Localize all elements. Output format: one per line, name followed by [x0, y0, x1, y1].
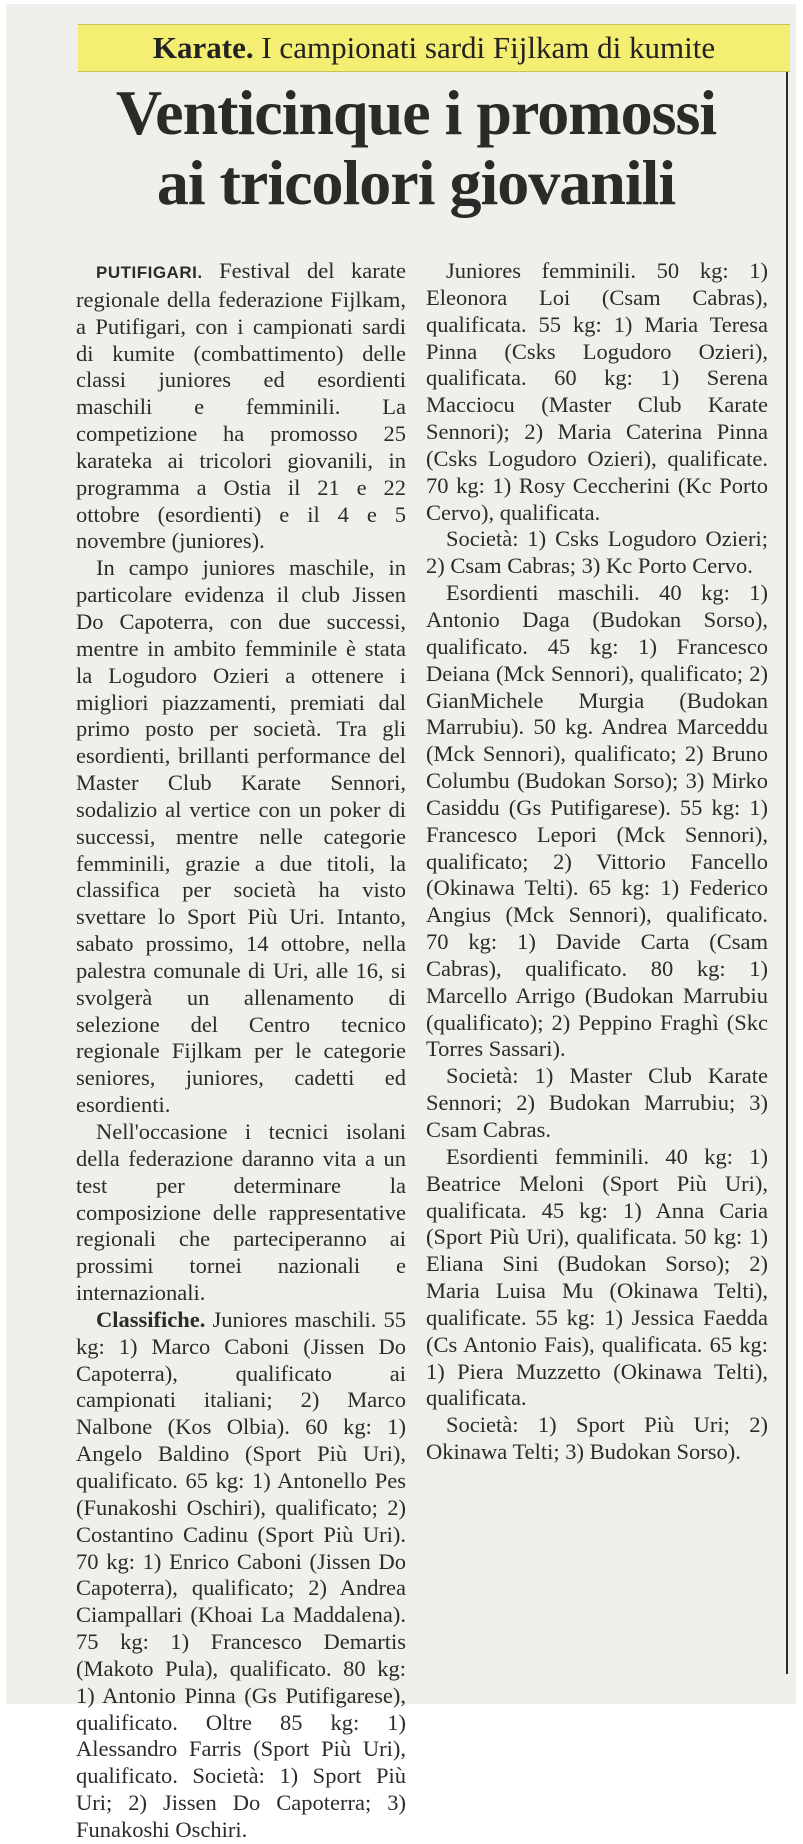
- article-paragraph: [76, 1307, 406, 1844]
- newspaper-clipping: [6, 4, 796, 1842]
- article-column-left: [76, 258, 406, 1844]
- kicker-section: Karate.: [152, 30, 254, 65]
- article-paragraph: [76, 258, 406, 555]
- headline-line-2: ai tricolori giovanili: [156, 147, 676, 218]
- headline-line-1: Venticinque i promossi: [115, 77, 717, 148]
- article-paragraph: Esordienti femminili. 40 kg: 1) Beatrice Meloni (Sport Più Uri), qualificata. 45 kg: 1) Anna Caria (Sport Più Uri), qualificata. 50 kg: 1) Eliana Sini (Budokan Sorso); 2) Maria Luisa Mu (Okinawa Telti), qualificate. 55 kg: 1) Jessica Faedda (Cs Antonio Fais), qualificata. 65 kg: 1) Piera Muzzetto (Okinawa Telti), qualificata.: [426, 1143, 768, 1411]
- article-paragraph: Esordienti maschili. 40 kg: 1) Antonio Daga (Budokan Sorso), qualificato. 45 kg: 1) Francesco Deiana (Mck Sennori), qualificato; 2) GianMichele Murgia (Budokan Marrubiu). 50 kg. Andrea Marceddu (Mck Sennori), qualificato; 2) Bruno Columbu (Budokan Sorso); 3) Mirko Casiddu (Gs Putifigarese). 55 kg: 1) Francesco Lepori (Mck Sennori), qualificato; 2) Vittorio Fancello (Okinawa Telti). 65 kg: 1) Federico Angius (Mck Sennori), qualificato. 70 kg: 1) Davide Carta (Csam Cabras), qualificato. 80 kg: 1) Marcello Arrigo (Budokan Marrubiu (qualificato); 2) Peppino Fraghì (Skc Torres Sassari).: [426, 580, 768, 1062]
- article-paragraph: Società: 1) Sport Più Uri; 2) Okinawa Telti; 3) Budokan Sorso).: [426, 1412, 768, 1465]
- dateline: PUTIFIGARI.: [96, 263, 203, 282]
- article-column-right: [426, 258, 768, 1466]
- classifiche-label: Classifiche.: [96, 1306, 206, 1332]
- headline: [46, 78, 786, 218]
- article-paragraph: Nell'occasione i tecnici isolani della federazione daranno vita a un test per determinare la composizione delle rappresentative regionali che parteciperanno ai prossimi tornei nazionali e internazionali.: [76, 1119, 406, 1306]
- article-paragraph: Juniores femminili. 50 kg: 1) Eleonora Loi (Csam Cabras), qualificata. 55 kg: 1) Maria Teresa Pinna (Csks Logudoro Ozieri), qualificata. 60 kg: 1) Serena Macciocu (Master Club Karate Sennori); 2) Maria Caterina Pinna (Csks Logudoro Ozieri), qualificate. 70 kg: 1) Rosy Ceccherini (Kc Porto Cervo), qualificata.: [426, 258, 768, 525]
- article-paragraph: Società: 1) Master Club Karate Sennori; 2) Budokan Marrubiu; 3) Csam Cabras.: [426, 1063, 768, 1142]
- paragraph-text: Juniores maschili. 55 kg: 1) Marco Caboni (Jissen Do Capoterra), qualificato ai campionati italiani; 2) Marco Nalbone (Kos Olbia). 60 kg: 1) Angelo Baldino (Sport Più Uri), qualificato. 65 kg: 1) Antonello Pes (Funakoshi Oschiri), qualificato; 2) Costantino Cadinu (Sport Più Uri). 70 kg: 1) Enrico Caboni (Jissen Do Capoterra), qualificato; 2) Andrea Ciampallari (Khoai La Maddalena). 75 kg: 1) Francesco Demartis (Makoto Pula), qualificato. 80 kg: 1) Antonio Pinna (Gs Putifigarese), qualificato. Oltre 85 kg: 1) Alessandro Farris (Sport Più Uri), qualificato. Società: 1) Sport Più Uri; 2) Jissen Do Capoterra; 3) Funakoshi Oschiri.: [76, 1306, 406, 1842]
- article-paragraph: Società: 1) Csks Logudoro Ozieri; 2) Csam Cabras; 3) Kc Porto Cervo.: [426, 526, 768, 579]
- paragraph-text: Festival del karate regionale della federazione Fijlkam, a Putifigari, con i campionati sardi di kumite (combattimento) delle classi juniores ed esordienti maschili e femminili. La competizione ha promosso 25 karateka ai tricolori giovanili, in programma a Ostia il 21 e 22 ottobre (esordienti) e il 4 e 5 novembre (juniores).: [76, 258, 406, 554]
- kicker: [78, 24, 790, 72]
- article-paragraph: In campo juniores maschile, in particolare evidenza il club Jissen Do Capoterra, con due successi, mentre in ambito femminile è stata la Logudoro Ozieri a ottenere i migliori piazzamenti, premiati dal primo posto per società. Tra gli esordienti, brillanti performance del Master Club Karate Sennori, sodalizio al vertice con un poker di successi, mentre nelle categorie femminili, grazie a due titoli, la classifica per società ha visto svettare lo Sport Più Uri. Intanto, sabato prossimo, 14 ottobre, nella palestra comunale di Uri, alle 16, si svolgerà un allenamento di selezione del Centro tecnico regionale Fijlkam per le categorie seniores, juniores, cadetti ed esordienti.: [76, 555, 406, 1118]
- kicker-text: I campionati sardi Fijlkam di kumite: [261, 30, 716, 65]
- column-rule: [786, 24, 788, 1674]
